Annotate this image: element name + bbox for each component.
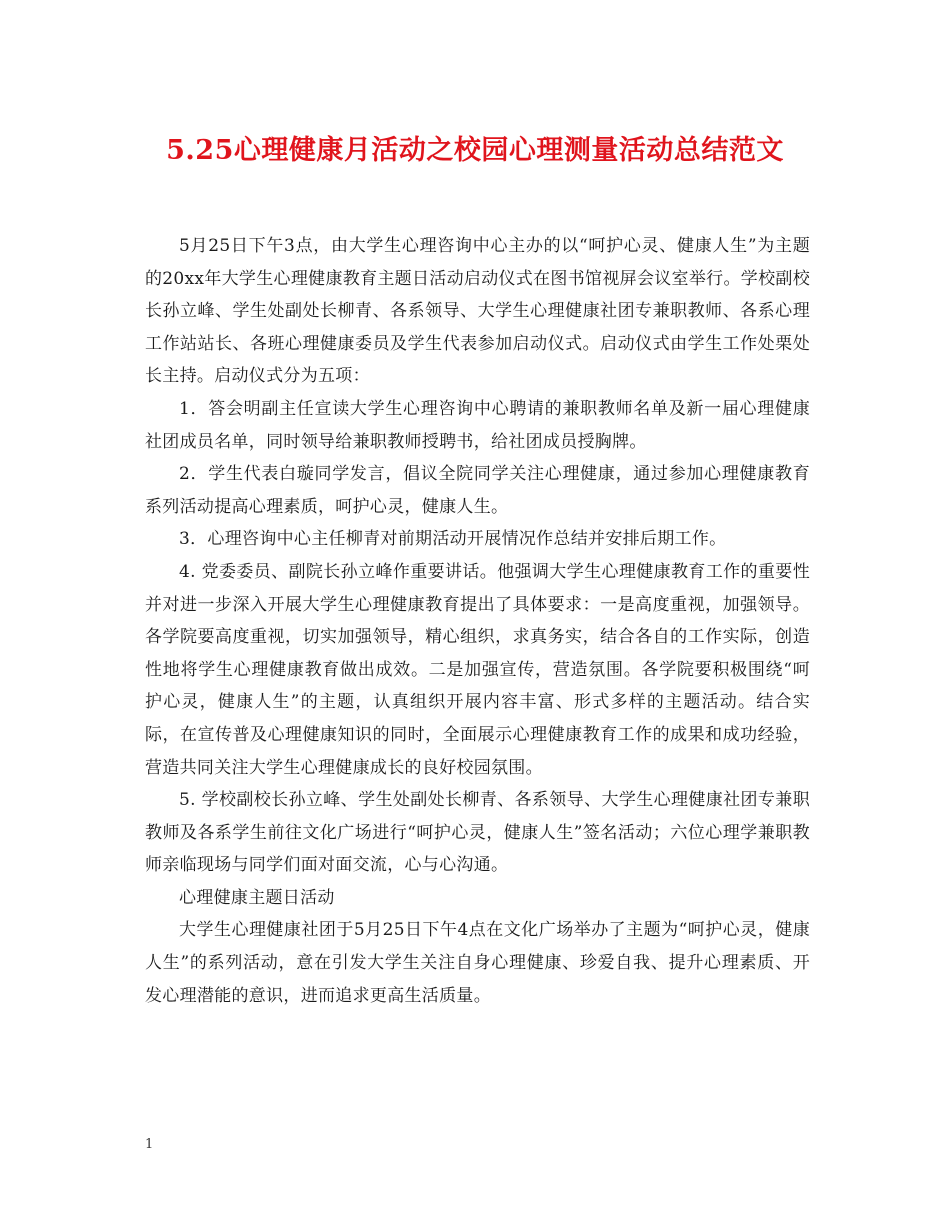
paragraph-item-4: 4. 党委委员、副院长孙立峰作重要讲话。他强调大学生心理健康教育工作的重要性并对进一步深入开展大学生心理健康教育提出了具体要求：一是高度重视，加强领导。各学院要高度重视，切实加强领导，精心组织，求真务实，结合各自的工作实际，创造性地将学生心理健康教育做出成效。二是加强宣传，营造氛围。各学院要积极围绕“呵护心灵，健康人生”的主题，认真组织开展内容丰富、形式多样的主题活动。结合实际，在宣传普及心理健康知识的同时，全面展示心理健康教育工作的成果和成功经验，营造共同关注大学生心理健康成长的良好校园氛围。 bbox=[145, 561, 810, 778]
paragraph-item-2: 2．学生代表白璇同学发言，倡议全院同学关注心理健康，通过参加心理健康教育系列活动提高心理素质，呵护心灵，健康人生。 bbox=[145, 464, 810, 517]
paragraph-item-1: 1．答会明副主任宣读大学生心理咨询中心聘请的兼职教师名单及新一届心理健康社团成员名单，同时领导给兼职教师授聘书，给社团成员授胸牌。 bbox=[145, 398, 810, 452]
paragraph-activity: 大学生心理健康社团于5月25日下午4点在文化广场举办了主题为“呵护心灵，健康人生”的系列活动，意在引发大学生关注自身心理健康、珍爱自我、提升心理素质、开发心理潜能的意识，进而追求更高生活质量。 bbox=[145, 920, 810, 1006]
document-body bbox=[145, 230, 810, 1012]
page-number: 1 bbox=[145, 1137, 154, 1152]
paragraph-item-5: 5. 学校副校长孙立峰、学生处副处长柳青、各系领导、大学生心理健康社团专兼职教师及各系学生前往文化广场进行“呵护心灵，健康人生”签名活动；六位心理学兼职教师亲临现场与同学们面对面交流，心与心沟通。 bbox=[145, 790, 810, 876]
paragraph-item-3: 3．心理咨询中心主任柳青对前期活动开展情况作总结并安排后期工作。 bbox=[179, 529, 727, 550]
paragraph-intro: 5月25日下午3点，由大学生心理咨询中心主办的以“呵护心灵、健康人生”为主题的20xx年大学生心理健康教育主题日活动启动仪式在图书馆视屏会议室举行。学校副校长孙立峰、学生处副处长柳青、各系领导、大学生心理健康社团专兼职教师、各系心理工作站站长、各班心理健康委员及学生代表参加启动仪式。启动仪式由学生工作处栗处长主持。启动仪式分为五项： bbox=[145, 236, 810, 387]
section-heading: 心理健康主题日活动 bbox=[179, 887, 335, 908]
document-title: 5.25心理健康月活动之校园心理测量活动总结范文 bbox=[166, 135, 784, 166]
